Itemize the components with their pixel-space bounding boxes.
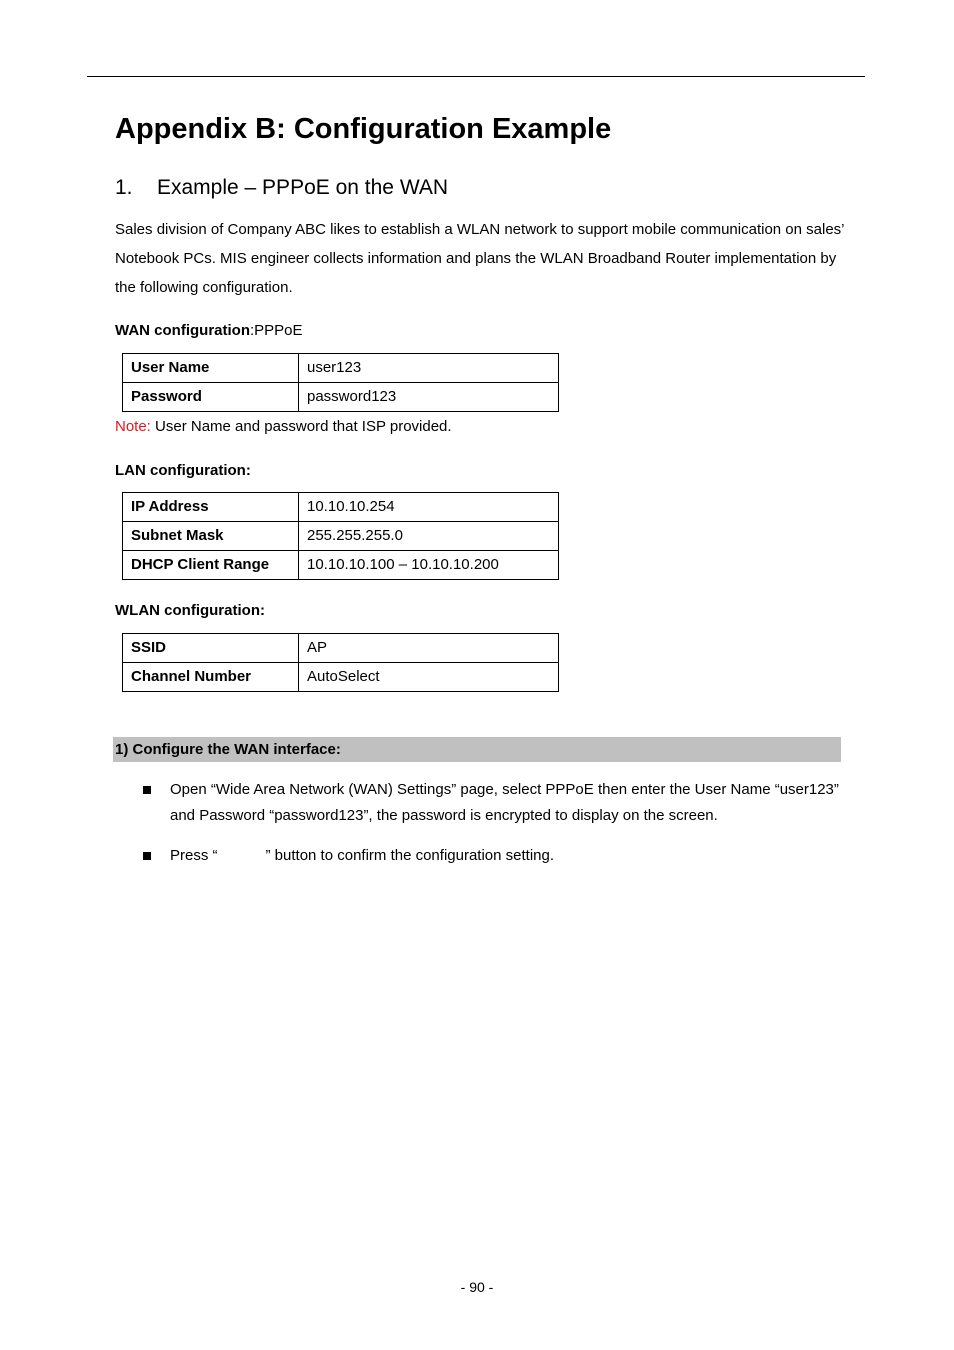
wlan-config-table [122,633,559,692]
section-title: Example – PPPoE on the WAN [157,176,449,199]
press-before: Press “ [170,847,218,864]
table-row [123,493,559,522]
bullet-text: Open “Wide Area Network (WAN) Settings” page, select PPPoE then enter the User Name “user123” and Password “password123”, the password is encrypted to display on the screen. [170,781,839,824]
list-item [143,777,843,829]
wan-config-label-type: :PPPoE [250,322,303,339]
list-item [143,843,843,869]
table-row [123,354,559,383]
table-row [123,634,559,663]
header-rule [87,76,865,77]
intro-paragraph: Sales division of Company ABC likes to establish a WLAN network to support mobile communication on sales’ Notebook PCs. MIS engineer collects information and plans the WLAN Broadband Router implementation by the following configuration. [115,221,844,296]
section-heading [115,173,448,203]
table-row [123,551,559,580]
wan-key-password: Password [123,383,299,412]
wan-value-user-name: user123 [299,354,559,383]
wlan-value-ssid: AP [299,634,559,663]
wan-config-label [115,321,303,341]
lan-key-ip-address: IP Address [123,493,299,522]
wlan-key-ssid: SSID [123,634,299,663]
wan-config-table [122,353,559,412]
square-bullet-icon [143,786,151,794]
page-title: Appendix B: Configuration Example [115,113,612,145]
square-bullet-icon [143,852,151,860]
table-row [123,383,559,412]
note-prefix: Note: [115,418,151,435]
wan-value-password: password123 [299,383,559,412]
lan-value-subnet-mask: 255.255.255.0 [299,522,559,551]
isp-note [115,417,452,437]
step-heading: 1) Configure the WAN interface: [115,741,341,758]
lan-key-subnet-mask: Subnet Mask [123,522,299,551]
wan-config-label-bold: WAN configuration [115,322,250,339]
lan-value-ip-address: 10.10.10.254 [299,493,559,522]
lan-config-label: LAN configuration: [115,462,251,479]
section-number: 1. [115,176,133,199]
wlan-value-channel: AutoSelect [299,663,559,692]
note-text: User Name and password that ISP provided. [150,418,452,435]
lan-config-table [122,492,559,580]
lan-value-dhcp-range: 10.10.10.100 – 10.10.10.200 [299,551,559,580]
page-number: - 90 - [460,1279,494,1295]
step-heading-bar [113,737,841,762]
wlan-config-label: WLAN configuration: [115,602,265,619]
bullet-text-press [170,843,843,869]
wan-key-user-name: User Name [123,354,299,383]
press-after: ” button to confirm the configuration setting. [265,847,555,864]
wlan-key-channel: Channel Number [123,663,299,692]
lan-key-dhcp-range: DHCP Client Range [123,551,299,580]
table-row [123,663,559,692]
table-row [123,522,559,551]
